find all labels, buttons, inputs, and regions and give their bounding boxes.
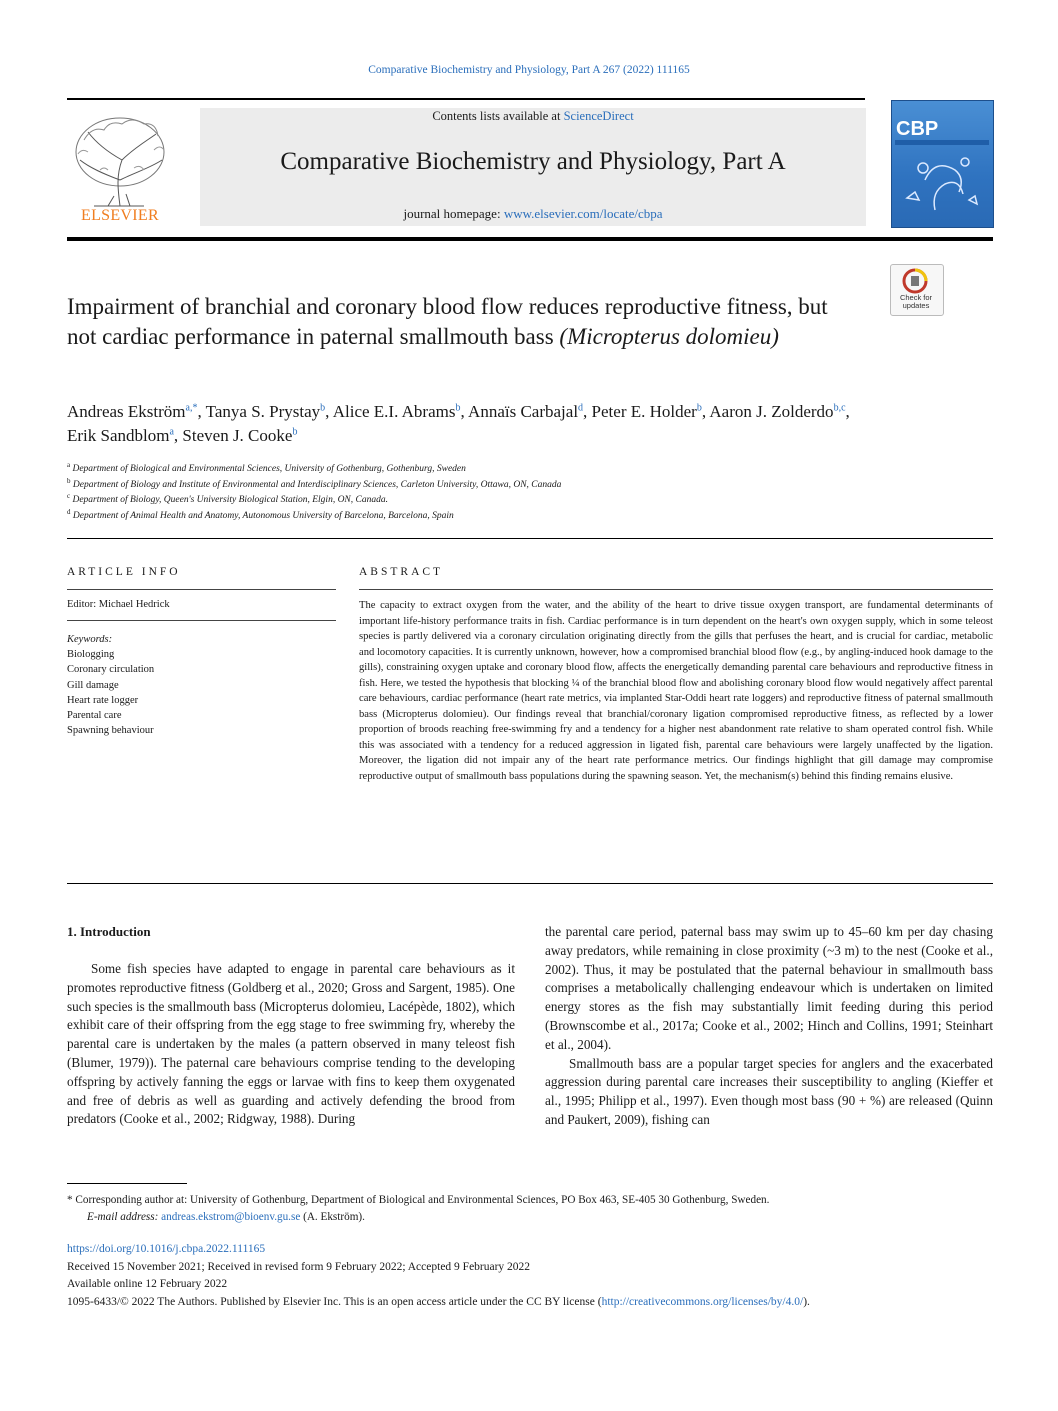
sciencedirect-link[interactable]: ScienceDirect [563, 109, 634, 123]
affiliation-mark: a [67, 460, 71, 469]
homepage-line [200, 206, 866, 222]
license-text: 1095-6433/© 2022 The Authors. Published by Elsevier Inc. This is an open access article under the CC BY license ( [67, 1295, 602, 1308]
author-entry[interactable] [468, 402, 583, 421]
affiliation-item [67, 493, 947, 509]
check-updates-label: Check for updates [899, 293, 933, 310]
author-entry[interactable] [182, 426, 297, 445]
publication-info [67, 1241, 993, 1311]
intro-paragraph-left: Some fish species have adapted to engage in parental care behaviours as it promotes reproductive fitness (Goldberg et al., 2020; Gross and Sargent, 1985). One such species is the smallmouth bass (Micropterus dolomieu, Lacépède, 1802), which exhibit care of their offspring from the egg stage to free swimming fry, whereby the parental care is undertaken by the males (a pattern observed in many teleost fish (Blumer, 1979)). The paternal care behaviours comprise tending to the developing offspring by actively fanning the eggs or larvae with fins to keep them oxygenated and free of debris as well as guarding and actively defending the brood from predators (Cooke et al., 2002; Ridgway, 1988). During [67, 961, 515, 1127]
homepage-prefix: journal homepage: [403, 206, 504, 221]
keywords-block [67, 632, 336, 738]
email-line [67, 1209, 993, 1226]
contents-prefix: Contents lists available at [432, 109, 564, 123]
masthead-bottom-rule [67, 237, 993, 241]
author-entry[interactable] [709, 402, 845, 421]
affiliation-text: Department of Biological and Environmental Sciences, University of Gothenburg, Gothenburg, Sweden [72, 464, 466, 474]
keyword-item: Biologging [67, 649, 115, 661]
abstract-rule [359, 589, 993, 590]
keyword-item: Heart rate logger [67, 694, 139, 706]
running-head[interactable]: Comparative Biochemistry and Physiology, Part A 267 (2022) 111165 [368, 64, 690, 76]
author-name[interactable]: Tanya S. Prystay [205, 402, 321, 421]
affiliation-item [67, 509, 947, 525]
author-name[interactable]: Annaïs Carbajal [468, 402, 579, 421]
affiliation-mark: c [67, 491, 71, 500]
author-name[interactable]: Aaron J. Zolderdo [709, 402, 834, 421]
article-title [67, 292, 857, 352]
author-name[interactable]: Erik Sandblom [67, 426, 170, 445]
doi-link[interactable]: https://doi.org/10.1016/j.cbpa.2022.111165 [67, 1243, 266, 1255]
author-name[interactable]: Andreas Ekström [67, 402, 186, 421]
author-affiliation-mark[interactable]: b [455, 402, 461, 414]
affiliation-mark: d [67, 507, 71, 516]
keyword-item: Spawning behaviour [67, 725, 154, 737]
affiliation-list [67, 462, 947, 524]
publisher-wordmark[interactable]: ELSEVIER [81, 207, 159, 224]
author-entry[interactable] [333, 402, 461, 421]
author-affiliation-mark[interactable]: b [292, 426, 298, 438]
author-affiliation-mark[interactable]: d [578, 402, 584, 414]
keyword-item: Gill damage [67, 679, 119, 691]
corresponding-footnote [67, 1192, 993, 1226]
cover-illustration [895, 140, 989, 222]
license-link[interactable]: http://creativecommons.org/licenses/by/4.0/ [601, 1295, 804, 1308]
author-list: Andreas Ekström$^{a,*}$, Tanya S. Prystay$^b$, Alice E.I. Abrams$^b$, Annaïs Carbajal$^d$, Peter E. Holder$^b$, Aaron J. Zolderdo$^{b,c}$, Erik Sandblom$^a$, Steven J. Cooke$^b$ [67, 402, 850, 445]
title-main: Impairment of branchial and coronary blood flow reduces reproductive fitness, but not cardiac performance in paternal smallmouth bass [67, 294, 828, 349]
section-heading-introduction: 1. Introduction [67, 924, 151, 939]
keywords-list [67, 647, 336, 738]
editor-rule [67, 620, 336, 621]
available-online: Available online 12 February 2022 [67, 1278, 228, 1290]
cover-abbrev: CBP [896, 118, 939, 140]
author-entry[interactable] [592, 402, 702, 421]
article-info-heading: ARTICLE INFO [67, 566, 181, 578]
corresponding-author-note: * Corresponding author at: University of Gothenburg, Department of Biological and Environmental Sciences, PO Box 463, SE-405 30 Gothenburg, Sweden. [67, 1194, 770, 1206]
intro-paragraph-right-2: Smallmouth bass are a popular target species for anglers and the exacerbated aggression during parental care increases their susceptibility to angling (Kieffer et al., 1995; Philipp et al., 1997). Even though most bass (90 + %) are released (Quinn and Paukert, 2009), fishing can [545, 1055, 993, 1127]
author-entry[interactable] [206, 402, 326, 421]
email-suffix: (A. Ekström). [303, 1211, 365, 1223]
abstract-body: The capacity to extract oxygen from the water, and the ability of the heart to drive tissue oxygen transport, are fundamental determinants of important life-history performance traits in fish. Cardiac performance is in turn dependent on the heart's own oxygen supply, which in some teleost species is partly delivered via a coronary circulation originating directly from the gills that perfuses the heart, and is crucial for cardiac, metabolic and locomotory capacities. It is currently unknown, however, how a compromised branchial blood flow (e.g., by angling-induced hook damage to the gills), constraining oxygen uptake and coronary blood flow, affects the energetically demanding parental care behaviours and reproductive fitness in fish. Here, we tested the hypothesis that blocking ¼ of the branchial blood flow and abolishing coronary blood flow would negatively affect parental care behaviours, cardiac performance (heart rate metrics, via implanted Star-Oddi heart rate loggers) and reproductive fitness of paternal smallmouth bass (Micropterus dolomieu). Our findings reveal that branchial/coronary ligation compromised reproductive fitness, as reflected by a lower proportion of broods reaching free-swimming fry and a tendency for a higher nest abandonment rate relative to sham operated control fish. While this was associated with a tendency for a reduced aggression in ligated fish, parental care behaviours were largely unaffected by the ligation. Moreover, the ligation did not impair any of the heart rate performance metrics. Our findings highlight that gill damage may compromise reproductive output of smallmouth bass populations during the spawning season. Yet, the mechanism(s) behind this finding remains elusive. [359, 600, 993, 782]
affiliation-mark: b [67, 476, 71, 485]
article-info-rule [67, 589, 336, 590]
author-affiliation-mark[interactable]: b [696, 402, 702, 414]
affiliation-item [67, 462, 947, 478]
abstract-end-rule [67, 883, 993, 884]
email-label: E-mail address: [87, 1211, 159, 1223]
check-updates-icon [901, 268, 929, 294]
section-rule [67, 538, 993, 539]
affiliation-text: Department of Biology, Queen's University Biological Station, Elgin, ON, Canada. [72, 495, 388, 505]
footnote-rule [67, 1183, 187, 1184]
keyword-item: Coronary circulation [67, 664, 155, 676]
keyword-item: Parental care [67, 710, 122, 722]
journal-homepage-link[interactable]: www.elsevier.com/locate/cbpa [503, 206, 663, 221]
intro-paragraph-right-1: the parental care period, paternal bass may swim up to 45–60 km per day chasing away predators, while remaining in close proximity (~3 m) to the nest (Cooke et al., 2002). Thus, it may be postulated that the paternal behaviour in smallmouth bass comprises a metabolically challenging endeavour which is undertaken on limited energy stores as the fish may substantially limit feeding during this period (Brownscombe et al., 2017a; Cooke et al., 2002; Hinch and Collins, 1991; Steinhart et al., 2004). [545, 924, 993, 1052]
author-entry[interactable] [67, 402, 197, 421]
masthead-top-rule [67, 98, 865, 100]
author-affiliation-mark[interactable]: a,* [185, 402, 198, 414]
email-link[interactable]: andreas.ekstrom@bioenv.gu.se [161, 1211, 301, 1223]
editor-line: Editor: Michael Hedrick [67, 599, 170, 610]
author-affiliation-mark[interactable]: a [169, 426, 174, 438]
author-name[interactable]: Steven J. Cooke [182, 426, 293, 445]
author-name[interactable]: Alice E.I. Abrams [332, 402, 456, 421]
keywords-label: Keywords: [67, 634, 113, 645]
author-affiliation-mark[interactable]: b [320, 402, 326, 414]
affiliation-text: Department of Biology and Institute of Environmental and Interdisciplinary Sciences, Carleton University, Ottawa, ON, Canada [72, 479, 562, 490]
contents-line [200, 109, 866, 124]
author-name[interactable]: Peter E. Holder [591, 402, 697, 421]
license-line [67, 1294, 993, 1312]
license-end: ). [803, 1295, 810, 1308]
affiliation-text: Department of Animal Health and Anatomy, Autonomous University of Barcelona, Barcelona, Spain [72, 510, 454, 521]
intro-column-right [545, 923, 993, 1130]
received-dates: Received 15 November 2021; Received in revised form 9 February 2022; Accepted 9 February 2022 [67, 1260, 531, 1273]
author-entry[interactable] [67, 426, 174, 445]
title-species: (Micropterus dolomieu) [559, 324, 779, 349]
author-affiliation-mark[interactable]: b,c [833, 402, 846, 414]
abstract-heading: ABSTRACT [359, 566, 444, 578]
journal-name: Comparative Biochemistry and Physiology, Part A [280, 148, 786, 175]
affiliation-item [67, 478, 947, 494]
